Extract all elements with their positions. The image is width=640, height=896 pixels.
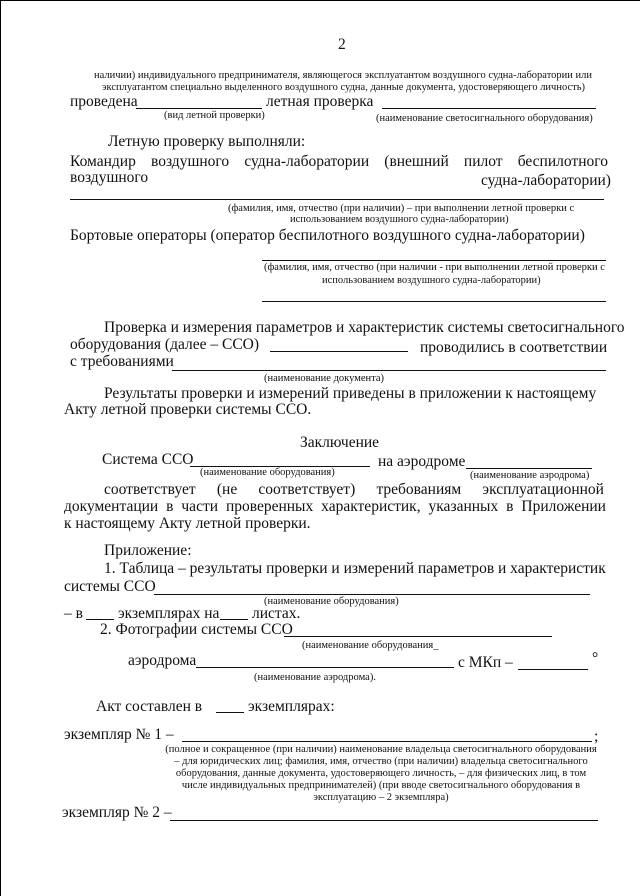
conclusion-word: требованиям <box>376 481 462 498</box>
commander-line-2-right: судна-лаборатории) <box>481 172 611 189</box>
conclusion-word: части <box>181 498 219 515</box>
copy-1-label: экземпляр № 1 – <box>64 726 174 743</box>
caption-owner-4: числе индивидуальных предпринимателей) (при вводе светосигнального оборудования в <box>181 780 581 791</box>
airport-field[interactable] <box>466 468 592 469</box>
operators-name-field[interactable] <box>262 260 606 261</box>
copies-count-field[interactable] <box>86 619 114 620</box>
commander-word: Командир <box>70 153 136 170</box>
mkp-field[interactable] <box>518 669 588 670</box>
caption-owner-3: оборудования, данные документа, удостоверяющего личность, – для физических лиц, в том <box>175 768 587 779</box>
conclusion-heading: Заключение <box>300 434 380 451</box>
conclusion-line-2 <box>64 498 606 516</box>
mkp-label: с МКп – <box>458 654 513 671</box>
requirements-field[interactable] <box>172 370 606 371</box>
appendix-equipment-field[interactable] <box>154 594 590 595</box>
caption-equipment: (наименование светосигнального оборудования) <box>376 113 593 124</box>
header-line-2: эксплуатантом специально выделенного воздушного судна, данные документа, удостоверяющего личность) <box>102 82 585 93</box>
appendix-item-2: 2. Фотографии системы ССО <box>100 621 293 638</box>
copies-prefix: – в <box>64 605 83 622</box>
conclusion-word: соответствует <box>104 481 196 498</box>
scan-border-top <box>0 0 640 1</box>
header-line-1: наличии) индивидуального предпринимателя, являющегося эксплуатантом воздушного судна-лаборатории или <box>94 70 592 81</box>
results-line-1: Результаты проверки и измерений приведены в приложении к настоящему <box>104 385 597 402</box>
photos-airport-field[interactable] <box>196 667 454 668</box>
conclusion-word: в <box>166 498 174 515</box>
caption-fio-2: использованием воздушного судна-лаборатории) <box>290 214 509 225</box>
check-line-1: Проверка и измерения параметров и характеристик системы светосигнального <box>104 319 625 336</box>
caption-equipment-4: (наименование оборудования_ <box>302 640 439 651</box>
appendix-heading: Приложение: <box>104 542 192 559</box>
compiled-suffix: экземплярах: <box>248 698 335 715</box>
caption-check-type: (вид летной проверки) <box>164 110 265 121</box>
check-line-2-left: оборудования (далее – ССО) <box>70 336 260 353</box>
caption-ops-2: использованием воздушного судна-лаборатории) <box>322 275 541 286</box>
check-type-field[interactable] <box>136 108 262 109</box>
crew-heading: Летную проверку выполняли: <box>108 133 306 150</box>
copy-2-field[interactable] <box>170 820 598 821</box>
conclusion-word: Приложении <box>521 498 606 515</box>
system-label: Система ССО <box>102 451 194 468</box>
scan-border-left <box>0 0 1 896</box>
copy-1-field[interactable] <box>182 741 592 742</box>
copies-suffix: листах. <box>252 605 301 622</box>
copy-2-label: экземпляр № 2 – <box>62 804 172 821</box>
caption-equipment-3: (наименование оборудования) <box>264 596 399 607</box>
commander-word: беспилотного <box>517 153 608 170</box>
copy-1-end: ; <box>594 728 599 745</box>
conclusion-word: в <box>506 498 514 515</box>
copies-mid: экземплярах на <box>118 605 220 622</box>
conclusion-word: документации <box>64 498 159 515</box>
check-line-3: с требованиями <box>70 353 174 370</box>
check-line-2-right: проводились в соответствии <box>420 339 608 356</box>
compiled-prefix: Акт составлен в <box>96 698 203 715</box>
commander-line-1 <box>70 153 608 171</box>
conclusion-word: эксплуатационной <box>482 481 604 498</box>
equipment-field[interactable] <box>382 108 596 109</box>
conclusion-word: соответствует) <box>258 481 356 498</box>
commander-word: (внешний <box>384 153 449 170</box>
cco-field[interactable] <box>270 351 408 352</box>
caption-owner-1: (полное и сокращенное (при наличии) наименование владельца светосигнального оборудования <box>165 744 597 755</box>
flight-check-label: летная проверка <box>266 93 374 110</box>
commander-word: воздушного <box>151 153 230 170</box>
conclusion-word: указанных <box>428 498 499 515</box>
airport-word: аэродрома <box>128 652 197 669</box>
commander-word: пилот <box>463 153 503 170</box>
conclusion-word: проверенных <box>225 498 314 515</box>
page-number: 2 <box>338 36 346 53</box>
caption-equipment-2: (наименование оборудования) <box>200 467 335 478</box>
conclusion-line-1 <box>104 481 604 499</box>
conclusion-word: (не <box>216 481 238 498</box>
commander-word: судна-лаборатории <box>244 153 370 170</box>
appendix-item-1-line-2: системы ССО <box>64 578 156 595</box>
caption-document: (наименование документа) <box>264 373 385 384</box>
commander-name-field[interactable] <box>70 199 604 200</box>
caption-fio-1: (фамилия, имя, отчество (при наличии) – при выполнении летной проверки с <box>228 203 575 214</box>
operators-name-field-2[interactable] <box>262 301 606 302</box>
conclusion-line-3: к настоящему Акту летной проверки. <box>64 515 311 532</box>
operators-line: Бортовые операторы (оператор беспилотного воздушного судна-лаборатории) <box>70 227 585 244</box>
caption-ops-1: (фамилия, имя, отчество (при наличии - при выполнении летной проверки с <box>264 262 605 273</box>
conclusion-word: характеристик, <box>321 498 421 515</box>
at-airport-label: на аэродроме <box>378 453 466 470</box>
act-copies-field[interactable] <box>216 712 244 713</box>
degree-sign: ° <box>592 650 599 667</box>
caption-airport-2: (наименование аэродрома). <box>254 672 376 683</box>
performed-word: проведена <box>70 93 138 110</box>
photos-equipment-field[interactable] <box>284 636 552 637</box>
caption-owner-5: эксплуатацию – 2 экземпляра) <box>313 792 449 803</box>
caption-airport: (наименование аэродрома) <box>470 470 590 481</box>
sheets-count-field[interactable] <box>220 619 248 620</box>
results-line-2: Акту летной проверки системы ССО. <box>64 401 312 418</box>
appendix-item-1-line-1: 1. Таблица – результаты проверки и измерений параметров и характеристик <box>104 560 606 577</box>
caption-owner-2: – для юридических лиц; фамилия, имя, отчество (при наличии) владельца светосигнального <box>174 756 588 767</box>
commander-line-2-left: воздушного <box>70 169 149 186</box>
